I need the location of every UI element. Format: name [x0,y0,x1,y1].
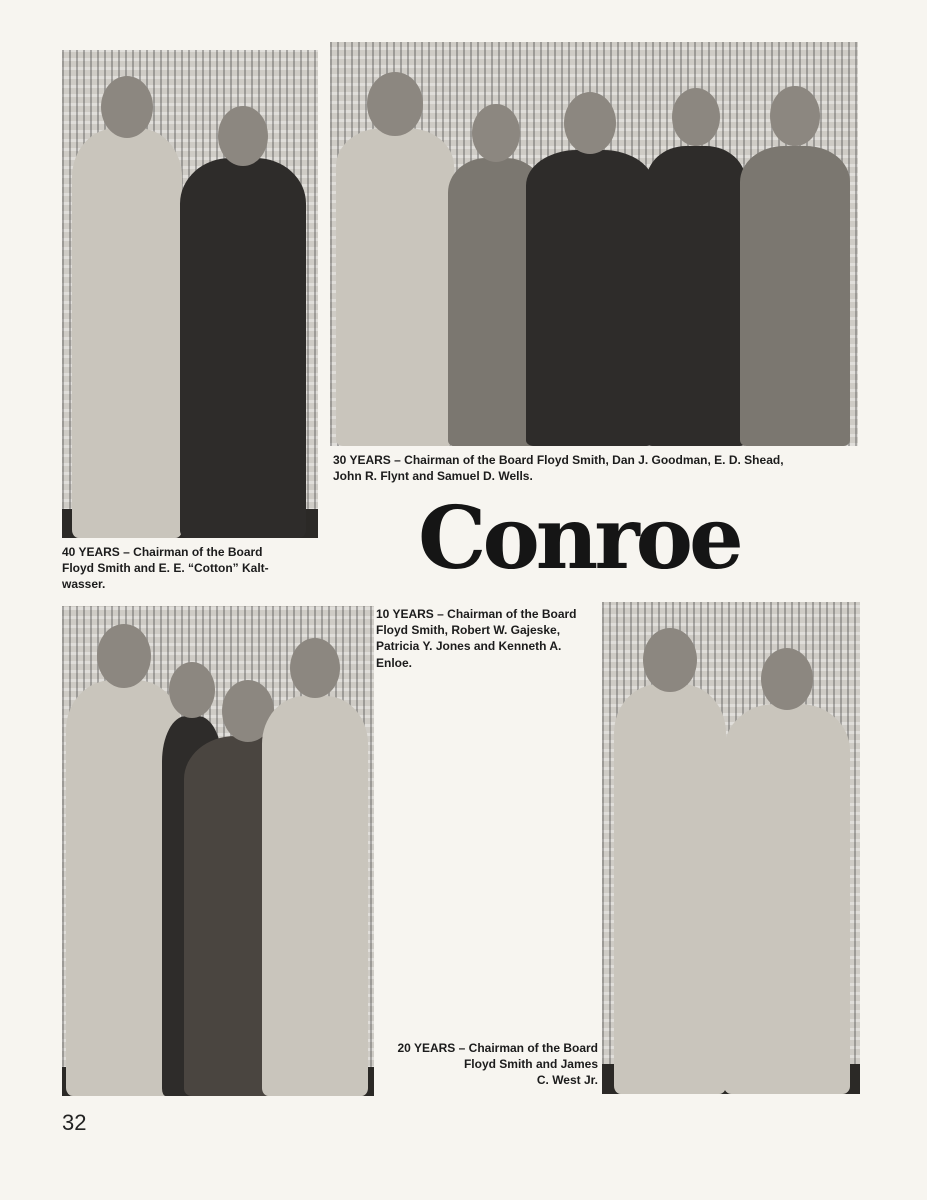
person-head [367,72,423,136]
person-figure [526,150,654,446]
page-title: Conroe [418,488,740,589]
person-head [761,648,813,710]
person-head [643,628,697,692]
person-figure [646,146,746,446]
person-head [218,106,268,166]
caption-20-years [370,1040,598,1089]
caption-10-years [376,606,602,671]
person-figure [614,684,726,1094]
person-head [290,638,340,698]
person-figure [180,158,306,538]
caption-40-years [62,544,322,593]
caption-line: Floyd Smith and E. E. “Cotton” Kalt- [62,561,269,576]
caption-line: C. West Jr. [536,1073,598,1088]
person-head [564,92,616,154]
caption-line: Enloe. [376,655,413,670]
photo-30-years [330,42,858,446]
caption-line: Floyd Smith, Robert W. Gajeske, [376,623,561,638]
person-head [97,624,151,688]
photo-20-years [602,602,860,1094]
person-figure [740,146,850,446]
photo-10-years [62,606,374,1096]
person-head [169,662,215,718]
person-figure [336,128,454,446]
caption-line: Floyd Smith and James [463,1057,598,1072]
person-head [672,88,720,146]
page-number: 32 [62,1110,87,1135]
person-figure [72,128,182,538]
caption-30-years [333,452,873,484]
caption-line: 10 YEARS – Chairman of the Board [376,607,577,621]
caption-line: 20 YEARS – Chairman of the Board [397,1041,598,1055]
person-head [472,104,520,162]
person-head [101,76,153,138]
caption-line: Patricia Y. Jones and Kenneth A. [376,639,562,654]
person-figure [724,704,850,1094]
person-head [770,86,820,146]
caption-line: 40 YEARS – Chairman of the Board [62,545,263,559]
photo-40-years [62,50,318,538]
caption-line: wasser. [62,577,106,592]
person-figure [262,696,368,1096]
caption-line: 30 YEARS – Chairman of the Board Floyd Smith, Dan J. Goodman, E. D. Shead, [333,453,784,467]
caption-line: John R. Flynt and Samuel D. Wells. [333,469,533,484]
